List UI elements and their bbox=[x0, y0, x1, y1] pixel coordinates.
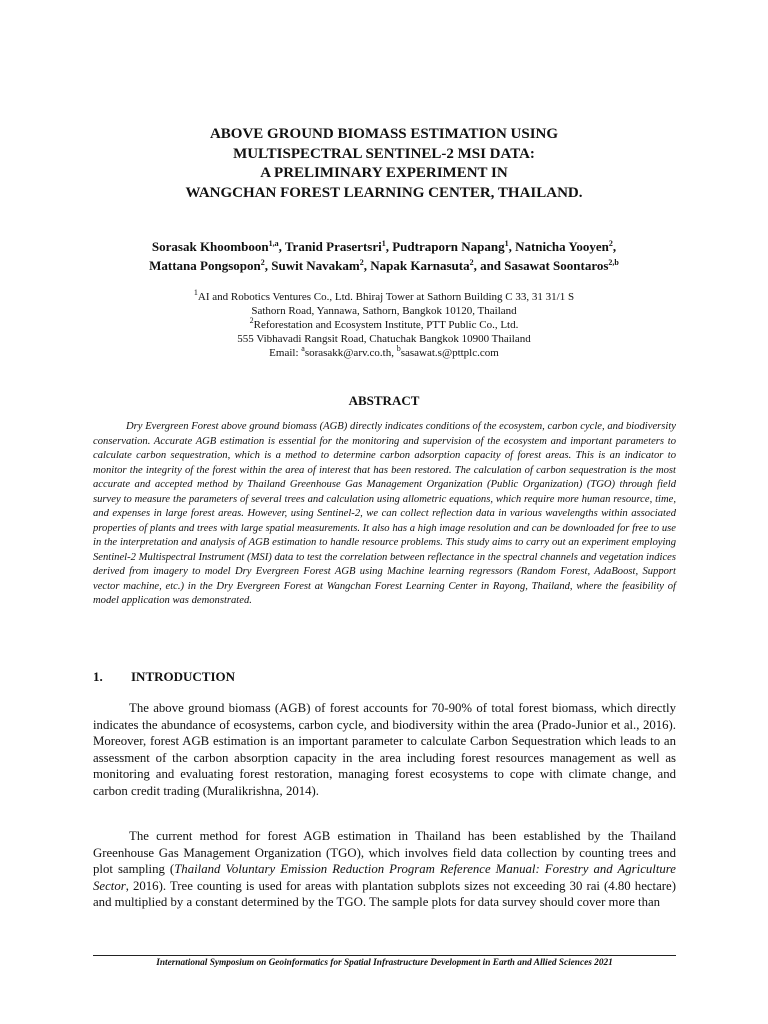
author-affiliation-mark: 2 bbox=[469, 257, 474, 267]
title-line: A PRELIMINARY EXPERIMENT IN bbox=[260, 165, 508, 181]
body-paragraph: The above ground biomass (AGB) of forest accounts for 70-90% of total forest biomass, which directly indicates the abundance of ecosystems, carbon cycle, and biodiversity within the area (Prado-Junior et al., 2016). Moreover, forest AGB estimation is an important parameter to calculate Carbon Sequestration which leads to an assessment of the carbon absorption capacity in the area including forest resources management as well as monitoring and evaluating forest restoration, managing forest ecosystems to cope with climate change, and carbon credit trading (Muralikrishna, 2014). bbox=[93, 701, 676, 798]
author-name: Suwit Navakam bbox=[271, 257, 360, 273]
paragraph-citation-italic: Thailand Voluntary Emission Reduction Program Reference Manual: Forestry and Agriculture Sector bbox=[93, 862, 676, 893]
author-list bbox=[60, 238, 708, 275]
title-line: ABOVE GROUND BIOMASS ESTIMATION USING bbox=[209, 126, 559, 142]
paragraph-text: The current method for forest AGB estimation in Thailand has been established by the Thailand Greenhouse Gas Management Organization (TGO), which involves field data collection by counting trees and plot sampling ( bbox=[93, 829, 676, 876]
affiliation-text: Reforestation and Ecosystem Institute, PTT Public Co., Ltd. bbox=[253, 319, 519, 331]
abstract-heading: ABSTRACT bbox=[348, 393, 420, 408]
email-mark: a bbox=[301, 344, 305, 353]
author-name: Pudtraporn Napang bbox=[392, 239, 505, 254]
email-label: Email: bbox=[269, 347, 302, 359]
author-affiliation-mark: 1 bbox=[504, 239, 509, 248]
author-separator: , bbox=[264, 257, 272, 273]
affiliation-line bbox=[60, 290, 708, 304]
footer-divider bbox=[93, 955, 676, 956]
abstract-text: Dry Evergreen Forest above ground biomass (AGB) directly indicates conditions of the ecosystem, carbon cycle, and biodiversity conservation. Accurate AGB estimation is essential for the monitoring and supervision of the ecosystem and important parameters to calculate carbon sequestration, which is a method to determine carbon adsorption capacity of forest areas. This is an indicator to monitor the integrity of the forest within the area of interest that has been restored. The calculation of carbon sequestration is the most accurate and accepted method by Thailand Greenhouse Gas Management Organization (Public Organization) (TGO) through field survey to measure the parameters of several trees and calculation using allometric equations, which require more human resource, time, and expenses in large forest areas. However, using Sentinel-2, we can collect reflection data in various wavelengths within associated properties of plants and trees with large spatial measurements. It also has a high image resolution and can be downloaded for free to use in the interpretation and analysis of AGB estimation to handle resource problems. This study aims to carry out an experiment employing Sentinel-2 Multispectral Instrument (MSI) data to test the correlation between reflectance in the spectral channels and vegetation indices derived from imagery to model Dry Evergreen Forest AGB using Machine learning regressors (Random Forest, AdaBoost, Support vector machine, etc.) in the Dry Evergreen Forest at Wangchan Forest Learning Center in Rayong, Thailand, where the feasibility of model application was demonstrated. bbox=[93, 421, 676, 606]
author-affiliation-mark: 2 bbox=[260, 257, 265, 267]
section-title: INTRODUCTION bbox=[131, 669, 236, 684]
affiliation-text: AI and Robotics Ventures Co., Ltd. Bhiraj Tower at Sathorn Building C 33, 31 31/1 S bbox=[197, 291, 575, 303]
title-line: MULTISPECTRAL SENTINEL-2 MSI DATA: bbox=[233, 145, 535, 162]
author-name: Natnicha Yooyen bbox=[515, 239, 609, 254]
email-mark: b bbox=[396, 344, 401, 353]
title-line: WANGCHAN FOREST LEARNING CENTER, THAILAND. bbox=[185, 184, 583, 201]
affiliations bbox=[60, 290, 708, 360]
author-affiliation-mark: 1 bbox=[381, 239, 386, 248]
affiliation-mark: 2 bbox=[249, 316, 254, 325]
author-separator: , bbox=[508, 239, 516, 254]
author-name: Sasawat Soontaros bbox=[504, 257, 609, 273]
author-separator: , bbox=[385, 239, 393, 254]
email-address-b: sasawat.s@pttplc.com bbox=[400, 347, 499, 359]
author-separator: , and bbox=[473, 257, 505, 273]
section-number: 1. bbox=[93, 669, 103, 684]
author-name: Mattana Pongsopon bbox=[149, 257, 261, 273]
paragraph-text: , 2016). Tree counting is used for areas with plantation subplots sizes not exceeding 30 rai (4.80 hectare) and multiplied by a constant determined by the TGO. The sample plots for data survey should cover more than bbox=[93, 878, 676, 909]
body-paragraph bbox=[93, 828, 676, 911]
affiliation-mark: 1 bbox=[193, 288, 198, 297]
page-footer: International Symposium on Geoinformatics for Spatial Infrastructure Development in Earth and Allied Sciences 2021 bbox=[156, 958, 613, 968]
author-name: Tranid Prasertsri bbox=[284, 239, 382, 254]
author-line bbox=[60, 238, 708, 257]
author-name: Sorasak Khoomboon bbox=[151, 239, 269, 254]
email-address-a: sorasakk@arv.co.th, bbox=[304, 347, 397, 359]
author-affiliation-mark: 2 bbox=[608, 239, 613, 248]
author-name: Napak Karnasuta bbox=[370, 257, 470, 273]
paper-title bbox=[60, 125, 708, 203]
author-affiliation-mark: 2 bbox=[359, 257, 364, 267]
section-heading bbox=[93, 669, 235, 685]
author-affiliation-mark: 1,a bbox=[268, 239, 279, 248]
author-affiliation-mark: 2,b bbox=[608, 257, 619, 267]
affiliation-line: 555 Vibhavadi Rangsit Road, Chatuchak Bangkok 10900 Thailand bbox=[237, 333, 531, 345]
author-separator: , bbox=[363, 257, 371, 273]
author-separator: , bbox=[612, 239, 617, 254]
author-separator: , bbox=[278, 239, 285, 254]
affiliation-line: Sathorn Road, Yannawa, Sathorn, Bangkok 10120, Thailand bbox=[251, 305, 517, 317]
affiliation-line bbox=[60, 318, 708, 332]
email-line bbox=[60, 346, 708, 360]
author-line bbox=[60, 257, 708, 276]
